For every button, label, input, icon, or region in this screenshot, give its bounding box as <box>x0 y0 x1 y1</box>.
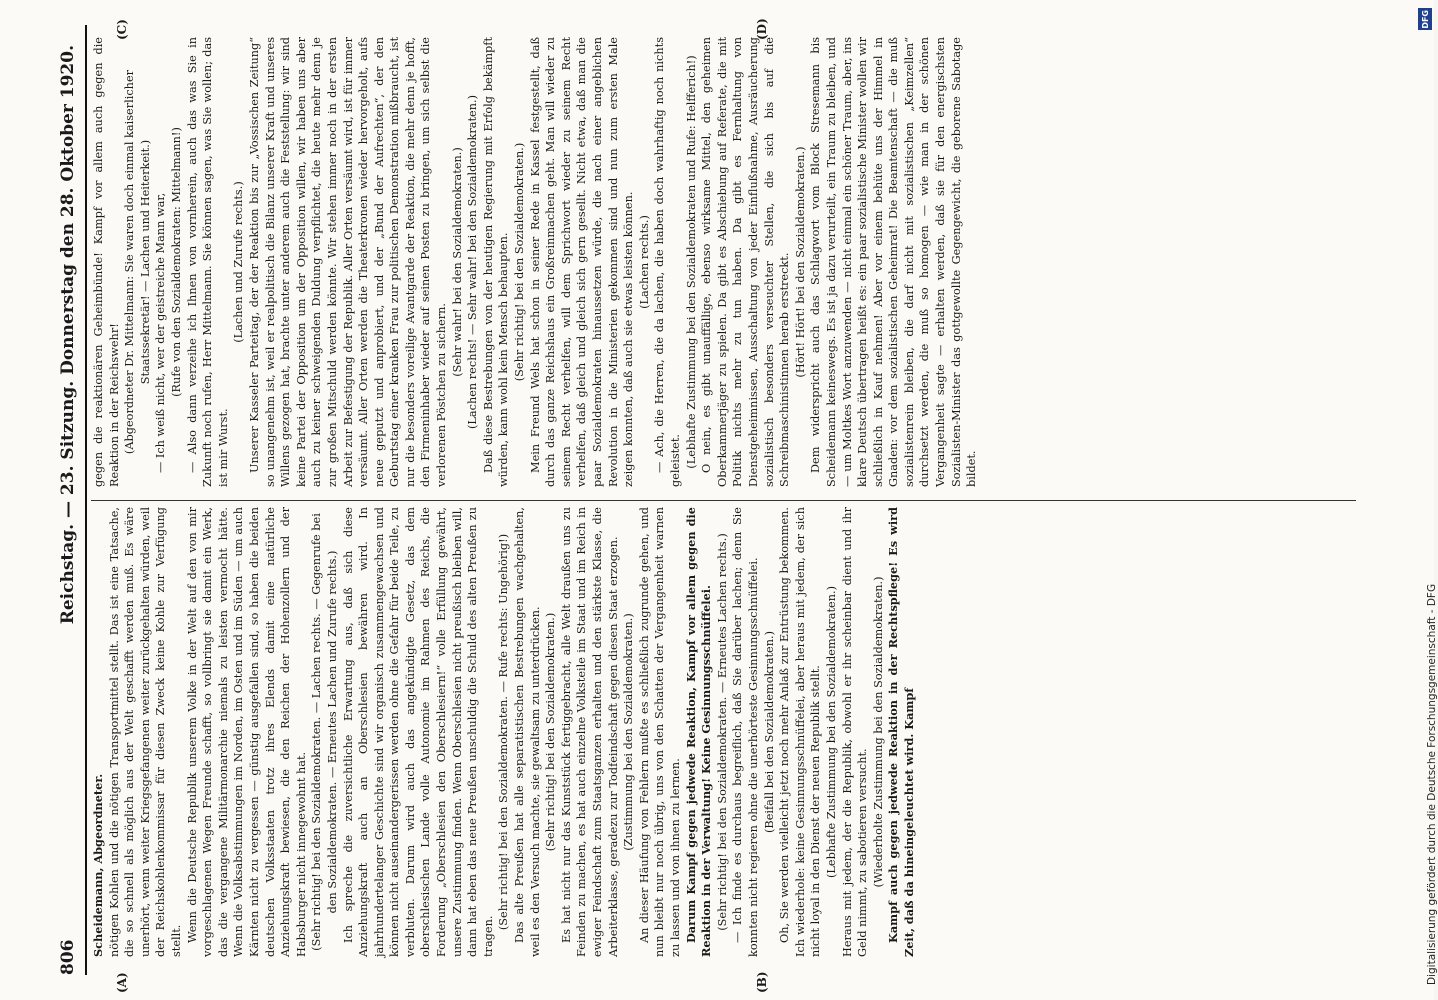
speaker-line: Scheidemann, Abgeordneter. <box>91 773 105 957</box>
interjection: (Lebhafte Zustimmung bei den Sozialdemokraten.) <box>824 586 838 878</box>
paragraph: Es hat nicht nur das Kunststück fertiggebracht, alle Welt draußen uns zu Feinden zu machen, es hat auch einzelne Volksteile im Staat und im Reich in ewiger Feindschaft zum Staatsganzen erhalten und den stärkste Klasse, die Arbeiterklasse, geradezu zur Todfeindschaft gegen diesen Staat erzogen. <box>559 507 620 957</box>
interjection: (Lachen rechts! — Sehr wahr! bei den Sozialdemokraten.) <box>466 95 480 430</box>
paragraph: Oh, Sie werden vielleicht jetzt noch mehr Anlaß zur Entrüstung bekommen. Ich wiederhole: keine Gesinnungsschnüffelei, aber heraus mit jedem, der sich nicht loyal in den Dienst der neuen Republik stellt. <box>778 507 823 957</box>
paragraph: Daß diese Bestrebungen von der heutigen Regierung mit Erfolg bekämpft würden, kann wohl kein Mensch behaupten. <box>481 37 511 487</box>
interjection: (Rufe von den Sozialdemokraten: Mittelmann!) <box>169 127 183 397</box>
right-column <box>91 37 980 487</box>
paragraph: Dem widerspricht auch das Schlagwort vom Block Stresemann bis Scheidemann keineswegs. Es ist ja dazu verurteilt, ein Traum zu bleiben, und — um Moltkes Wort anzuwenden — nicht einmal ein schöner Traum, aber, ins klare Deutsch übertragen heißt es: ein paar sozialistische Minister wollen wir schließlich in Kauf nehmen! Aber vor einem behüte uns der Himmel in Gnaden: vor dem sozialistischen Geheimrat! Die Beamtenschaft — die muß sozialistenrein bleiben, die darf nicht mit sozialistischen „Keimzellen“ durchsetzt werden, die muß so homogen — wie man in der schönen Vergangenheit sagte — erhalten werden, daß sie für den energischsten Sozialisten-Minister das gottgewollte Gegengewicht, die geborene Sabotage bildet. <box>809 37 979 487</box>
paragraph: — Ich weiß nicht, wer der geistreiche Mann war, <box>154 192 168 473</box>
paragraph: Ich spreche die zuversichtliche Erwartung aus, daß sich diese Anziehungskraft auch an Oberschlesien bewähren wird. In jahrhundertelanger Geschichte sind wir organisch zusammengewachsen und können nicht auseinandergerissen werden ohne die Gefahr für beide Teile, zu verbluten. Darum wird auch das angekündigte Gesetz, das dem oberschlesischen Lande volle Autonomie im Rahmen des Reichs, die Forderung „Oberschlesien den Oberschlesiern!“ volle Erfüllung gewährt, unsere Zustimmung finden. Wenn Oberschlesien nicht preußisch bleiben will, dann hat eben das neue Preußen unschuldig die Schuld des alten Preußen zu tragen. <box>341 507 495 957</box>
interjection: (Sehr richtig! bei den Sozialdemokraten. — Rufe rechts: Ungehörig!) <box>497 533 511 931</box>
paragraph: gegen die reaktionären Geheimbünde! Kampf vor allem auch gegen die Reaktion in der Reichswehr! <box>92 37 121 487</box>
paragraph: Unserer Kasseler Parteitag, der der Reaktion bis zur „Vossischen Zeitung“ so unangenehm ist, weil er realpolitisch die Bilanz unserer Kraft und unseres Willens gezogen hat, brachte unter anderem auch die Feststellung: wir sind keine Partei der Opposition um der Opposition willen, wir haben uns aber auch zu keiner schweigenden Duldung verpflichtet, die heute mehr denn je zur großen Mitschuld werden könnte. Wir stehen immer noch in der ersten Arbeit zur Befestigung der Republik. Aller Orten versäumt wird, ist für immer versäumt. Aller Orten werden die Theaterkronen wieder hervorgeholt, aufs neue geputzt und anprobiert, und der „Bund der Aufrechten“, der den Geburtstag einer kranken Frau zur politischen Demonstration mißbraucht, ist nur die besonders voreilige Avantgarde der Reaktion, die mehr denn je hofft, den Firmeninhaber wieder auf seinen Posten zu bringen, um sich selbst die verlorenen Pöstchen zu sichern. <box>247 37 449 487</box>
interjection: (Sehr wahr! bei den Sozialdemokraten.) <box>450 147 464 377</box>
interjection: (Abgeordneter Dr. Mittelmann: Sie waren doch einmal kaiserlicher Staatssekretär! — Lachen und Heiterkeit.) <box>123 69 152 455</box>
dfg-logo: DFG <box>1418 8 1432 30</box>
digitization-note: Digitalisierung gefördert durch die Deutsche Forschungsgemeinschaft - DFG <box>1426 583 1438 985</box>
paragraph: — Also dann verzeihe ich Ihnen von vornherein, auch das was Sie in Zukunft noch rufen, Herr Mittelmann. Sie können sagen, was Sie wollen; das ist mir Wurst. <box>185 37 230 487</box>
margin-letter-d: (D) <box>755 18 769 40</box>
interjection: (Hört! Hört! bei den Sozialdemokraten.) <box>793 146 807 378</box>
margin-letter-b: (B) <box>755 971 769 993</box>
page-number: 806 <box>58 939 78 975</box>
interjection: (Beifall bei den Sozialdemokraten.) <box>762 631 776 834</box>
interjection: (Sehr richtig! bei den Sozialdemokraten. — Erneutes Lachen rechts.) <box>715 533 729 931</box>
interjection: (Lachen und Zurufe rechts.) <box>232 181 246 343</box>
paragraph: O nein, es gibt unauffällige, ebenso wirksame Mittel, den geheimen Oberkammerjäger zu spielen. Da gibt es Abschiebung auf Referate, die mit Politik nichts mehr zu tun haben. Da gibt es Fernhaltung von Dienstgeheimnissen, Ausschaltung von jeder Einflußnahme, Ausräucherung sozialistisch besonders verseuchter Stellen, die sich bis auf die Schreibmaschinistinnen herab erstreckt. <box>700 37 792 487</box>
paragraph: An dieser Häufung von Fehlern mußte es schließlich zugrunde gehen, und nun bleibt nur noch übrig, uns von den Schatten der Vergangenheit warnen zu lassen und von ihnen zu lernen. <box>637 507 682 957</box>
paragraph-bold: Kampf auch gegen jedwede Reaktion in der Rechtspflege! Es wird Zeit, daß da hineingeleuchtet wird. Kampf <box>886 507 916 957</box>
left-column <box>91 507 917 957</box>
interjection: (Sehr richtig! bei den Sozialdemokraten. — Lachen rechts. — Gegenrufe bei den Sozialdemokraten. — Erneutes Lachen und Zurufe rechts.) <box>310 513 339 951</box>
paragraph: Heraus mit jedem, der die Republik, obwohl er ihr scheinbar dient und ihr Geld nimmt, zu sabotieren versucht. <box>840 507 870 957</box>
header-rule <box>85 25 87 975</box>
column-divider <box>91 500 1356 501</box>
interjection: (Sehr richtig! bei den Sozialdemokraten.) <box>513 142 527 382</box>
rotated-page <box>55 18 1365 993</box>
running-head <box>55 25 81 975</box>
margin-letter-c: (C) <box>115 19 129 40</box>
interjection: (Wiederholte Zustimmung bei den Sozialdemokraten.) <box>871 576 885 888</box>
page-title: Reichstag. — 23. Sitzung. Donnerstag den 28. Oktober 1920. <box>58 45 78 625</box>
paragraph-bold: Darum Kampf gegen jedwede Reaktion, Kampf vor allem gegen die Reaktion in der Verwaltung! Keine Gesinnungsschnüffelei. <box>683 507 714 957</box>
margin-letter-a: (A) <box>115 972 129 993</box>
interjection: (Zustimmung bei den Sozialdemokraten.) <box>622 613 636 851</box>
interjection: (Sehr richtig! bei den Sozialdemokraten.) <box>544 612 558 852</box>
paragraph: — Ich finde es durchaus begreiflich, daß Sie darüber lachen; denn Sie konnten nicht regieren ohne die unerhörteste Gesinnungsschnüffelei. <box>731 507 760 957</box>
paragraph: Das alte Preußen hat alle separatistischen Bestrebungen wachgehalten, weil es den Versuch machte, sie gewaltsam zu unterdrücken. <box>513 507 542 957</box>
paragraph: — Ach, die Herren, die da lachen, die haben doch wahrhaftig noch nichts geleistet. <box>653 37 682 487</box>
interjection: (Lebhafte Zustimmung bei den Sozialdemokraten und Rufe: Helfferich!) <box>684 55 698 469</box>
paragraph: Wenn die Deutsche Republik unserem Volke in der Welt auf den von mir vorgeschlagenen Wegen Freunde schafft, so vollbringt sie damit ein Werk, das die vergangene Militärmonarchie niemals zu leisten vermocht hätte. Wenn die Volksabstimmungen im Norden, im Osten und im Süden — um auch Kärnten nicht zu vergessen — günstig ausgefallen sind, so haben die beiden deutschen Volksstaaten trotz ihres Elends damit eine natürliche Anziehungskraft bewiesen, die den Reichen der Hohenzollern und der Habsburger nicht innegewohnt hat. <box>185 507 308 957</box>
paragraph: nötigen Kohlen und die nötigen Transportmittel stellt. Das ist eine Tatsache, die so schnell als möglich aus der Welt geschafft werden muß. Es wäre unerhört, wenn weiter Kriegsgefangenen weiter zurückgehalten würden, weil der Reichskohlenkommissar für diesen Zweck keine Kohle zur Verfügung stellt. <box>107 507 183 957</box>
interjection: (Lachen rechts.) <box>637 215 651 309</box>
paragraph: Mein Freund Wels hat schon in seiner Rede in Kassel festgestellt, daß durch das ganze Reichshaus ein Großreinmachen geht. Man will wieder zu seinem Recht verhelfen, will dem Sprichwort wieder zu seinem Recht verhelfen, daß gleich und gleich sich gern gesellt. Nicht etwa, daß man die paar Sozialdemokraten hinaussetzen würde, die nach einer angeblichen Revolution in die Ministerien gekommen sind und nun zum ersten Male zeigen konnten, daß auch sie etwas leisten können. <box>528 37 636 487</box>
